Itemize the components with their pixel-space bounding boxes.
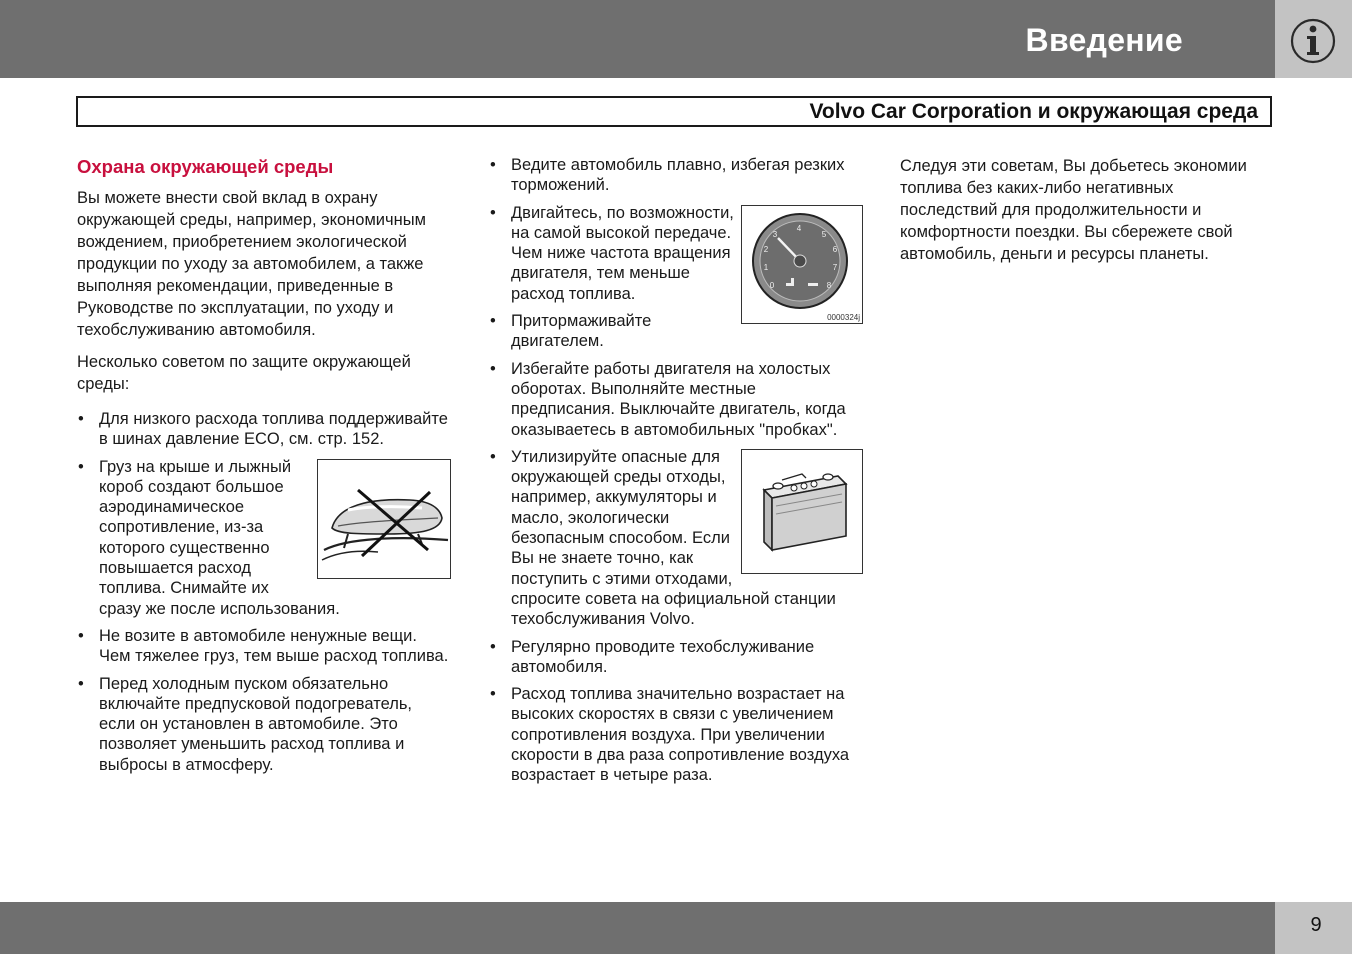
gauge-tick-label: • 0 <box>769 280 775 290</box>
tips-list-2 <box>489 155 864 786</box>
tips-list-1 <box>77 409 452 775</box>
list-item: • Расход топлива значительно возрастает на высоких скоростях в связи с увеличением сопротивления воздуха. При увеличении скорости в два раза сопротивление воздуха возрастает в четыре раза. <box>489 684 864 785</box>
tachometer-illustration <box>741 205 863 324</box>
subheader-box <box>76 96 1272 127</box>
info-icon <box>1288 18 1338 64</box>
subheader-title: Volvo Car Corporation и окружающая среда <box>809 100 1258 123</box>
lead-paragraph: Несколько советом по защите окружающей среды: <box>77 353 411 393</box>
list-item: • Утилизируйте опасные для окружающей среды отходы, например, аккумуляторы и масло, экологически безопасным способом. Если Вы не знаете точно, как поступить с этими отходами, спросите совета на официальной станции техобслуживания Volvo. <box>489 447 864 630</box>
section-heading: Охрана окружающей среды <box>77 156 334 177</box>
column-2 <box>489 155 864 793</box>
page-number: 9 <box>1310 914 1322 936</box>
battery-illustration <box>741 449 863 574</box>
header-band <box>0 0 1275 78</box>
list-item: • Притормаживайте двигателем. <box>489 311 864 352</box>
list-item: • Избегайте работы двигателя на холостых оборотах. Выполняйте местные предписания. Выключайте двигатель, когда оказываетесь в автомобильных "пробках". <box>489 359 864 440</box>
list-item: • Для низкого расхода топлива поддерживайте в шинах давление ECO, см. стр. 152. <box>77 409 452 450</box>
footer-band <box>0 902 1275 954</box>
list-item: • Ведите автомобиль плавно, избегая резких торможений. <box>489 155 864 196</box>
intro-paragraph: Вы можете внести свой вклад в охрану окружающей среды, например, экономичным вождением, приобретением экологической продукции по уходу за автомобилем, а также выполняя рекомендации, приведенные в Руководстве по эксплуатации, по уходу и техобслуживанию автомобиля. <box>77 189 426 339</box>
info-badge <box>1275 0 1352 78</box>
page-number-box <box>1275 902 1352 954</box>
column-3 <box>900 155 1270 275</box>
gauge-tick-label: 3 <box>772 229 778 239</box>
conclusion-paragraph: Следуя эти советам, Вы добьетесь экономии топлива без каких-либо негативных последствий для продолжительности и комфортности поездки. Вы сбережете свой автомобиль, деньги и ресурсы планеты. <box>900 157 1247 263</box>
battery-icon <box>742 450 862 573</box>
roof-box-crossed-icon <box>318 460 450 578</box>
list-item: • Груз на крыше и лыжный короб создают большое аэродинамическое сопротивление, из-за которого существенно повышается расход топлива. Снимайте их сразу же после использования. <box>77 457 452 619</box>
column-1 <box>77 155 452 782</box>
figure-code: 0000324j <box>827 312 860 322</box>
section-title: Введение <box>1025 22 1183 58</box>
list-item: • Регулярно проводите техобслуживание автомобиля. <box>489 637 864 678</box>
list-item: • Перед холодным пуском обязательно включайте предпусковой подогреватель, если он установлен в автомобиле. Это позволяет уменьшить расход топлива и выбросы в атмосферу. <box>77 674 452 775</box>
gauge-tick-label: 5 <box>821 229 827 239</box>
gauge-tick-label: 1 <box>763 262 769 272</box>
roof-box-illustration <box>317 459 451 579</box>
gauge-tick-label: 6 <box>832 244 838 254</box>
list-item: • 0 1 2 3 4 5 6 7 8 0000324j Двигайтесь, по возможности, на самой высокой передаче. Чем ниже частота вращения двигателя, тем меньше расход топлива. <box>489 203 864 304</box>
tachometer-icon <box>742 206 862 312</box>
gauge-tick-label: 2 <box>763 244 769 254</box>
gauge-tick-label: 4 <box>796 223 802 233</box>
list-item: • Не возите в автомобиле ненужные вещи. Чем тяжелее груз, тем выше расход топлива. <box>77 626 452 667</box>
gauge-tick-label: 7 <box>832 262 838 272</box>
gauge-tick-label: 8 <box>826 280 832 290</box>
